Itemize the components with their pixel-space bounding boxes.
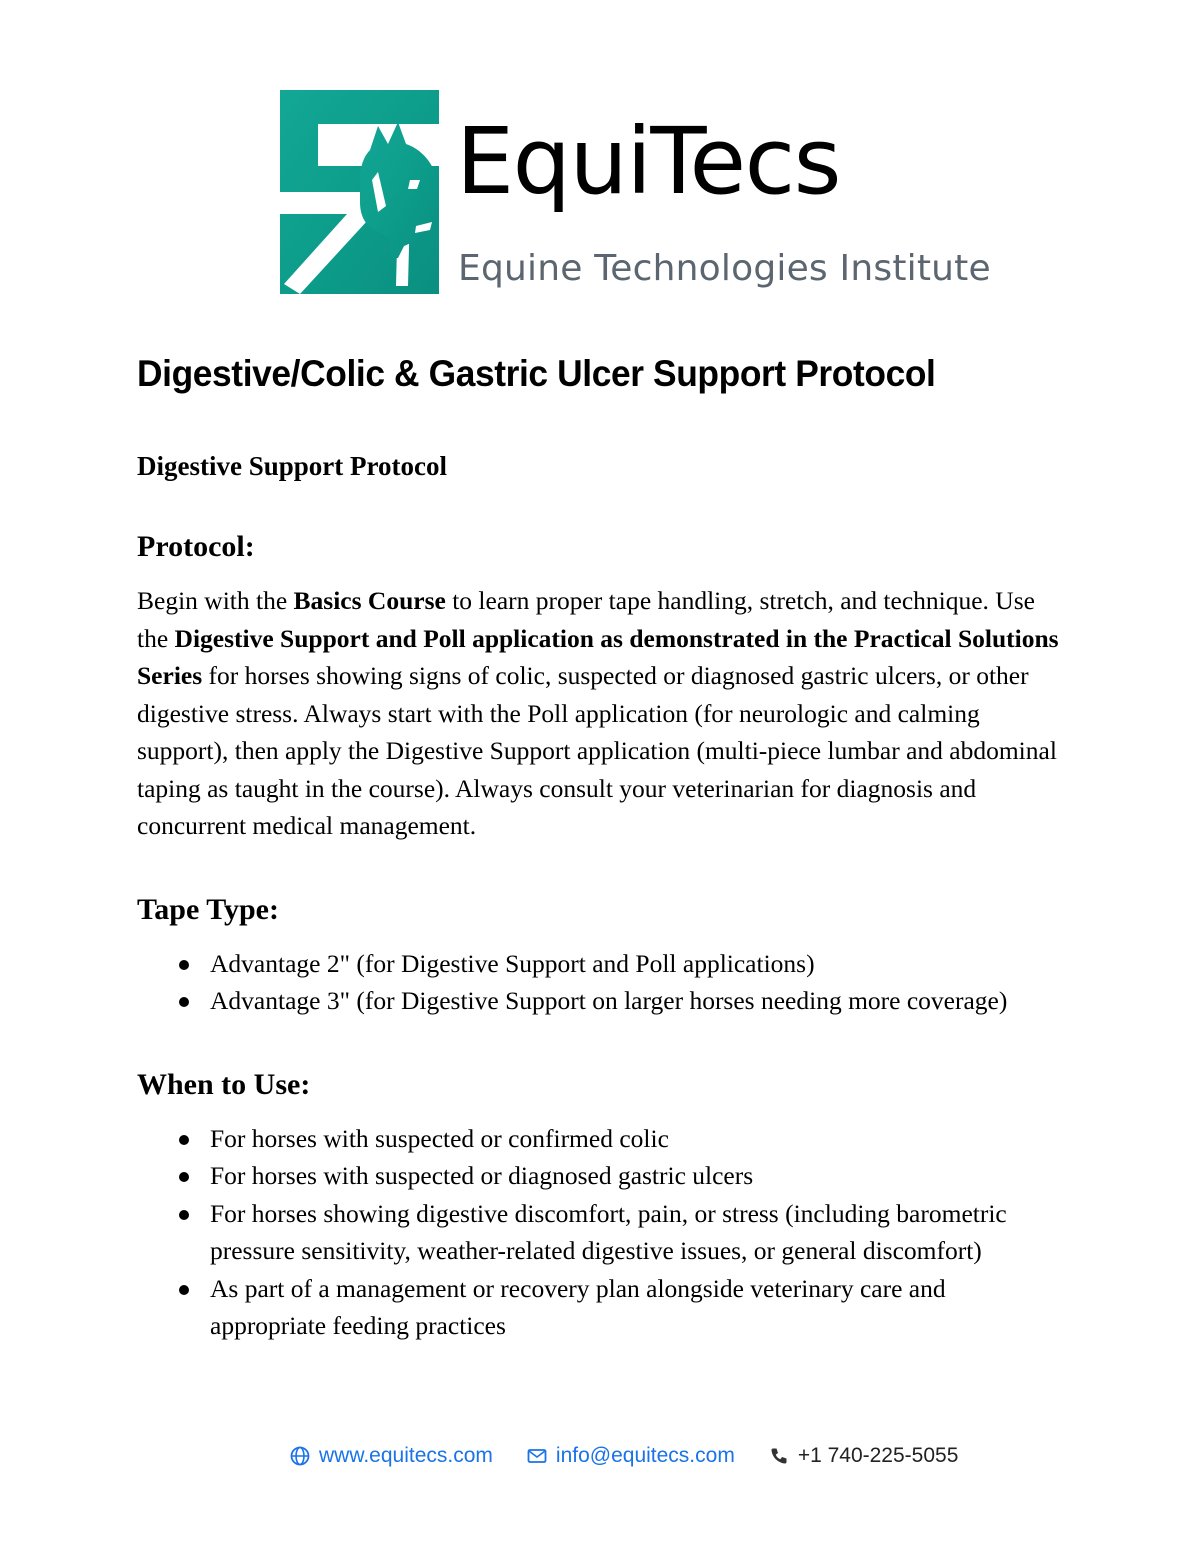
section-heading-tape-type: Tape Type: [137, 892, 279, 926]
mail-icon [527, 1446, 547, 1466]
page-title: Digestive/Colic & Gastric Ulcer Support Protocol [137, 353, 936, 394]
footer-phone[interactable] [769, 1443, 959, 1469]
list-item-label: Advantage 3" (for Digestive Support on larger horses needing more coverage) [210, 986, 1008, 1016]
section-heading-protocol: Protocol: [137, 530, 255, 564]
bullet-dot-icon [179, 1285, 189, 1295]
list-item [137, 1157, 1065, 1195]
emphasis-text: Digestive Support and Poll application as demonstrated in the Practical Solutions Series [137, 623, 1059, 691]
globe-icon [290, 1446, 310, 1466]
section-heading-when-to-use: When to Use: [137, 1067, 311, 1101]
list-item-label: For horses with suspected or diagnosed gastric ulcers [210, 1161, 754, 1191]
footer-contact-row [290, 1443, 958, 1469]
bullet-dot-icon [179, 1210, 189, 1220]
tape-type-list [137, 945, 1065, 1020]
protocol-paragraph [137, 582, 1065, 845]
list-item [137, 1270, 1065, 1345]
logo-wordmark: EquiTecs [456, 108, 841, 215]
plain-text: to learn proper tape handling, stretch, and technique. Use the [137, 586, 1035, 653]
document-subtitle: Digestive Support Protocol [137, 450, 447, 481]
page-footer [0, 1443, 1200, 1553]
list-item [137, 1120, 1065, 1158]
bullet-dot-icon [179, 1172, 189, 1182]
footer-website[interactable] [290, 1443, 493, 1469]
equitecs-e-horse-mark-icon [278, 88, 441, 294]
list-item-label: As part of a management or recovery plan alongside veterinary care and appropriate feeding practices [210, 1273, 946, 1341]
list-item-label: For horses with suspected or confirmed colic [210, 1123, 669, 1153]
footer-website-label[interactable]: www.equitecs.com [319, 1444, 493, 1467]
list-item [137, 982, 1065, 1020]
bullet-dot-icon [179, 997, 189, 1007]
bullet-dot-icon [179, 1135, 189, 1145]
list-item-label: For horses showing digestive discomfort, pain, or stress (including barometric pressure sensitivity, weather-related digestive issues, or general discomfort) [210, 1198, 1007, 1266]
list-item [137, 1195, 1065, 1270]
phone-icon [769, 1446, 789, 1466]
plain-text: for horses showing signs of colic, suspected or diagnosed gastric ulcers, or other digestive stress. Always start with the Poll application (for neurologic and calming support), then apply the Digestive Support application (multi-piece lumbar and abdominal taping as taught in the course). Always consult your veterinarian for diagnosis and concurrent medical management. [137, 661, 1057, 841]
bullet-dot-icon [179, 960, 189, 970]
when-to-use-list [137, 1120, 1065, 1345]
footer-email-label[interactable]: info@equitecs.com [555, 1444, 735, 1467]
document-body [137, 352, 1065, 1345]
footer-email[interactable] [527, 1443, 735, 1469]
plain-text: Begin with the [137, 586, 294, 616]
emphasis-text: Basics Course [293, 586, 446, 616]
brand-logo [278, 88, 991, 300]
logo-tagline: Equine Technologies Institute [458, 248, 991, 289]
list-item [137, 945, 1065, 983]
footer-phone-label[interactable]: +1 740-225-5055 [797, 1444, 959, 1467]
list-item-label: Advantage 2" (for Digestive Support and Poll applications) [210, 948, 815, 978]
